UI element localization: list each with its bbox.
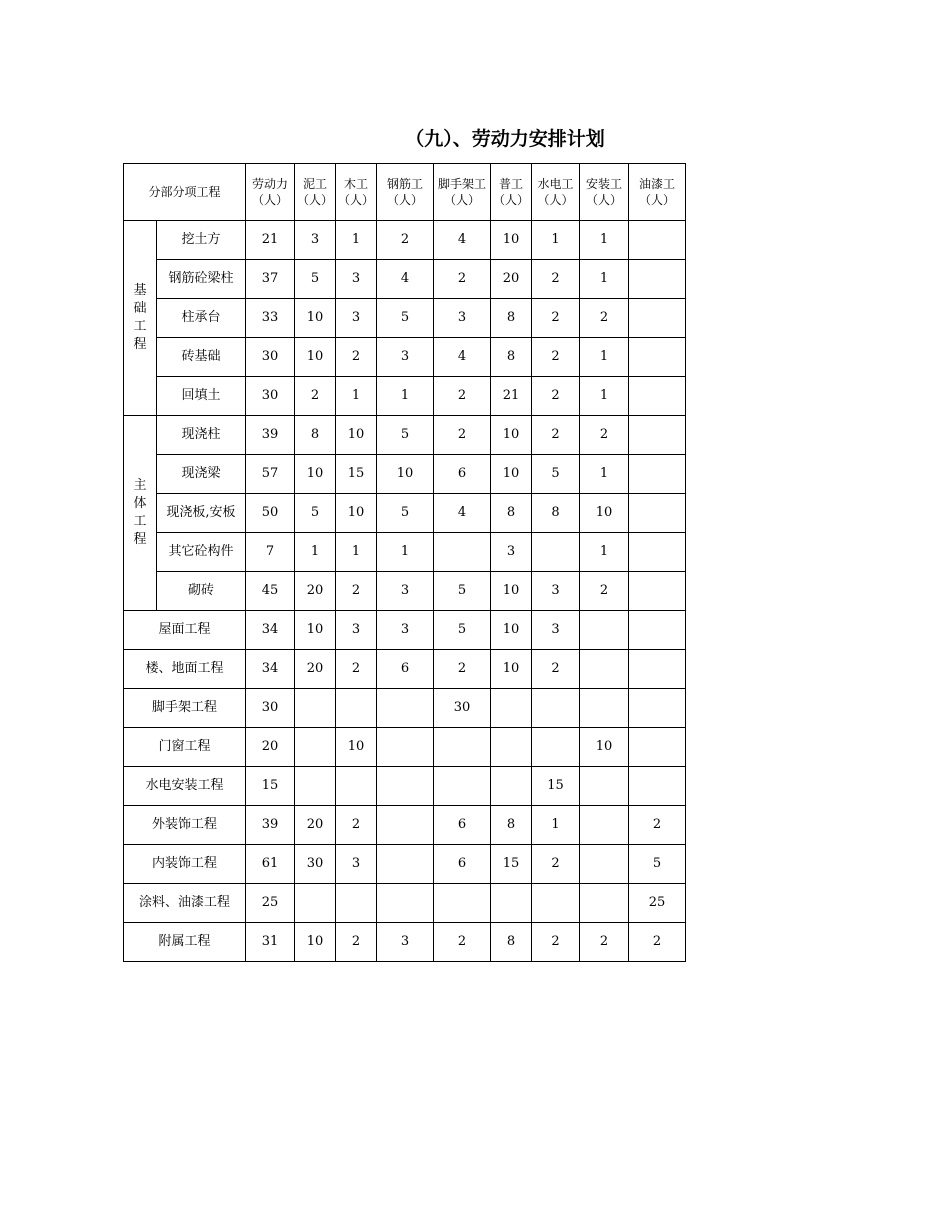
table-cell: [629, 572, 686, 611]
table-cell: 1: [336, 377, 377, 416]
table-row: [124, 923, 686, 962]
table-row: [124, 416, 686, 455]
table-cell: [532, 533, 580, 572]
table-cell: 3: [377, 611, 434, 650]
table-cell: 10: [491, 416, 532, 455]
table-cell: 15: [491, 845, 532, 884]
row-label: 现浇梁: [157, 455, 246, 494]
table-cell: [629, 494, 686, 533]
table-cell: 45: [246, 572, 295, 611]
table-cell: 2: [629, 923, 686, 962]
table-cell: 5: [629, 845, 686, 884]
table-cell: 3: [377, 572, 434, 611]
header-cell: 普工（人）: [491, 164, 532, 221]
row-label: 楼、地面工程: [124, 650, 246, 689]
header-cell: 分部分项工程: [124, 164, 246, 221]
table-cell: 4: [377, 260, 434, 299]
table-cell: [629, 299, 686, 338]
table-cell: 10: [580, 728, 629, 767]
table-cell: 8: [491, 806, 532, 845]
table-row: [124, 611, 686, 650]
table-cell: 4: [434, 494, 491, 533]
table-cell: 1: [580, 455, 629, 494]
table-cell: [377, 884, 434, 923]
table-cell: 3: [336, 611, 377, 650]
table-cell: [532, 884, 580, 923]
table-row: [124, 260, 686, 299]
table-cell: 30: [246, 338, 295, 377]
table-cell: [377, 767, 434, 806]
table-cell: 2: [580, 923, 629, 962]
row-label: 内装饰工程: [124, 845, 246, 884]
table-cell: 10: [336, 728, 377, 767]
table-cell: 21: [246, 221, 295, 260]
header-cell: 木工（人）: [336, 164, 377, 221]
table-cell: 3: [532, 611, 580, 650]
header-cell: 水电工（人）: [532, 164, 580, 221]
table-cell: 2: [336, 806, 377, 845]
table-cell: 30: [246, 377, 295, 416]
table-cell: [434, 767, 491, 806]
table-cell: [434, 884, 491, 923]
table-cell: 21: [491, 377, 532, 416]
table-row: [124, 806, 686, 845]
table-cell: 3: [295, 221, 336, 260]
table-cell: [629, 650, 686, 689]
row-label: 脚手架工程: [124, 689, 246, 728]
table-cell: 1: [336, 221, 377, 260]
table-cell: 8: [491, 299, 532, 338]
table-cell: 6: [377, 650, 434, 689]
table-cell: 2: [336, 572, 377, 611]
table-cell: 10: [295, 299, 336, 338]
table-cell: 2: [434, 377, 491, 416]
table-cell: 5: [295, 494, 336, 533]
table-cell: 2: [377, 221, 434, 260]
table-cell: 15: [532, 767, 580, 806]
table-cell: 7: [246, 533, 295, 572]
table-cell: 1: [580, 533, 629, 572]
table-cell: 10: [580, 494, 629, 533]
table-cell: 3: [377, 923, 434, 962]
table-cell: 2: [532, 923, 580, 962]
table-cell: 34: [246, 611, 295, 650]
table-cell: 20: [246, 728, 295, 767]
table-row: [124, 767, 686, 806]
group-label-text: 基础工程: [133, 283, 147, 352]
table-row: [124, 689, 686, 728]
table-cell: [629, 260, 686, 299]
table-cell: 8: [491, 494, 532, 533]
table-cell: 3: [377, 338, 434, 377]
table-cell: [295, 767, 336, 806]
table-cell: 2: [532, 650, 580, 689]
header-cell: 劳动力（人）: [246, 164, 295, 221]
table-cell: 3: [434, 299, 491, 338]
table-cell: [295, 728, 336, 767]
table-cell: 1: [336, 533, 377, 572]
table-cell: 37: [246, 260, 295, 299]
table-cell: 2: [434, 416, 491, 455]
table-cell: 3: [336, 260, 377, 299]
table-cell: 20: [295, 650, 336, 689]
table-cell: 1: [377, 377, 434, 416]
table-cell: 39: [246, 806, 295, 845]
table-cell: 30: [246, 689, 295, 728]
table-cell: 30: [295, 845, 336, 884]
row-label: 挖土方: [157, 221, 246, 260]
table-cell: [580, 845, 629, 884]
table-cell: 8: [491, 338, 532, 377]
table-cell: 3: [336, 299, 377, 338]
table-cell: [580, 650, 629, 689]
table-row: [124, 533, 686, 572]
table-cell: 10: [491, 611, 532, 650]
table-cell: [295, 689, 336, 728]
table-cell: 8: [295, 416, 336, 455]
row-label: 附属工程: [124, 923, 246, 962]
table-row: [124, 572, 686, 611]
table-cell: [629, 416, 686, 455]
table-row: [124, 377, 686, 416]
table-row: [124, 650, 686, 689]
table-row: [124, 338, 686, 377]
table-cell: 5: [434, 572, 491, 611]
table-cell: [491, 767, 532, 806]
row-label: 屋面工程: [124, 611, 246, 650]
table-cell: 10: [336, 494, 377, 533]
table-cell: [434, 728, 491, 767]
table-cell: 1: [580, 338, 629, 377]
table-cell: 2: [532, 416, 580, 455]
table-cell: 6: [434, 455, 491, 494]
row-label: 现浇板,安板: [157, 494, 246, 533]
header-cell: 泥工（人）: [295, 164, 336, 221]
table-cell: [629, 611, 686, 650]
table-cell: [580, 884, 629, 923]
row-label: 涂料、油漆工程: [124, 884, 246, 923]
table-cell: [629, 455, 686, 494]
table-cell: [377, 845, 434, 884]
table-cell: 1: [295, 533, 336, 572]
table-cell: 2: [532, 260, 580, 299]
table-cell: 2: [532, 845, 580, 884]
table-cell: 2: [532, 299, 580, 338]
row-label: 其它砼构件: [157, 533, 246, 572]
table-cell: 1: [532, 221, 580, 260]
table-cell: [295, 884, 336, 923]
header-cell: 油漆工（人）: [629, 164, 686, 221]
group-label-text: 主体工程: [133, 478, 147, 547]
table-cell: 2: [434, 650, 491, 689]
table-cell: [629, 689, 686, 728]
table-cell: 8: [491, 923, 532, 962]
table-cell: 5: [295, 260, 336, 299]
table-cell: 5: [434, 611, 491, 650]
table-cell: [377, 728, 434, 767]
table-cell: 15: [246, 767, 295, 806]
table-cell: 2: [434, 260, 491, 299]
table-cell: 10: [491, 221, 532, 260]
row-label: 砖基础: [157, 338, 246, 377]
table-row: [124, 884, 686, 923]
table-cell: 10: [295, 611, 336, 650]
table-cell: 4: [434, 338, 491, 377]
table-cell: 2: [336, 338, 377, 377]
table-cell: [491, 884, 532, 923]
table-cell: 57: [246, 455, 295, 494]
group-label: [124, 416, 157, 611]
table-cell: [580, 611, 629, 650]
table-cell: 10: [491, 650, 532, 689]
page-title: （九）、劳动力安排计划: [405, 128, 605, 150]
table-cell: [434, 533, 491, 572]
table-cell: 2: [295, 377, 336, 416]
table-cell: 5: [532, 455, 580, 494]
table-cell: [377, 806, 434, 845]
table-cell: 10: [491, 572, 532, 611]
table-cell: 20: [491, 260, 532, 299]
table-cell: 10: [295, 455, 336, 494]
table-cell: [491, 689, 532, 728]
table-cell: 10: [491, 455, 532, 494]
table-cell: [532, 728, 580, 767]
table-cell: [491, 728, 532, 767]
table-cell: 25: [246, 884, 295, 923]
table-cell: [377, 689, 434, 728]
row-label: 柱承台: [157, 299, 246, 338]
row-label: 现浇柱: [157, 416, 246, 455]
table-cell: 2: [336, 923, 377, 962]
table-cell: [336, 884, 377, 923]
table-row: [124, 299, 686, 338]
table-row: [124, 494, 686, 533]
table-cell: 6: [434, 806, 491, 845]
table-cell: 10: [377, 455, 434, 494]
table-cell: 3: [491, 533, 532, 572]
table-cell: [336, 767, 377, 806]
header-cell: 安装工（人）: [580, 164, 629, 221]
table-cell: 10: [295, 923, 336, 962]
table-cell: 2: [532, 377, 580, 416]
table-cell: 31: [246, 923, 295, 962]
table-cell: 2: [629, 806, 686, 845]
table-cell: 5: [377, 299, 434, 338]
table-cell: 2: [434, 923, 491, 962]
row-label: 门窗工程: [124, 728, 246, 767]
table-cell: 4: [434, 221, 491, 260]
table-cell: 2: [580, 299, 629, 338]
table-cell: [629, 533, 686, 572]
table-cell: 2: [580, 572, 629, 611]
table-cell: [629, 338, 686, 377]
header-cell: 钢筋工（人）: [377, 164, 434, 221]
table-cell: 1: [580, 221, 629, 260]
table-cell: 1: [580, 260, 629, 299]
table-cell: 5: [377, 494, 434, 533]
header-row: [124, 164, 686, 221]
table-cell: 34: [246, 650, 295, 689]
table-row: [124, 455, 686, 494]
table-cell: [629, 728, 686, 767]
table-cell: 15: [336, 455, 377, 494]
table-cell: 1: [580, 377, 629, 416]
table-cell: 2: [336, 650, 377, 689]
row-label: 钢筋砼梁柱: [157, 260, 246, 299]
table-cell: [336, 689, 377, 728]
table-cell: 2: [580, 416, 629, 455]
table-cell: 20: [295, 572, 336, 611]
table-cell: [580, 806, 629, 845]
table-cell: [580, 689, 629, 728]
table-cell: [629, 221, 686, 260]
table-cell: 50: [246, 494, 295, 533]
table-cell: [580, 767, 629, 806]
table-cell: 6: [434, 845, 491, 884]
row-label: 砌砖: [157, 572, 246, 611]
table-cell: 10: [295, 338, 336, 377]
table-cell: 3: [532, 572, 580, 611]
table-cell: [629, 377, 686, 416]
table-cell: 30: [434, 689, 491, 728]
table-cell: 1: [532, 806, 580, 845]
table-row: [124, 728, 686, 767]
table-cell: 8: [532, 494, 580, 533]
row-label: 水电安装工程: [124, 767, 246, 806]
table-cell: 61: [246, 845, 295, 884]
table-cell: 1: [377, 533, 434, 572]
table-cell: [532, 689, 580, 728]
table-cell: 2: [532, 338, 580, 377]
table-cell: 5: [377, 416, 434, 455]
table-cell: 39: [246, 416, 295, 455]
table-cell: 20: [295, 806, 336, 845]
table-cell: [629, 767, 686, 806]
table-cell: 25: [629, 884, 686, 923]
table-cell: 3: [336, 845, 377, 884]
table-cell: 10: [336, 416, 377, 455]
row-label: 外装饰工程: [124, 806, 246, 845]
labor-plan-table: [123, 163, 686, 962]
header-cell: 脚手架工（人）: [434, 164, 491, 221]
table-cell: 33: [246, 299, 295, 338]
row-label: 回填土: [157, 377, 246, 416]
table-row: [124, 845, 686, 884]
table-row: [124, 221, 686, 260]
group-label: [124, 221, 157, 416]
